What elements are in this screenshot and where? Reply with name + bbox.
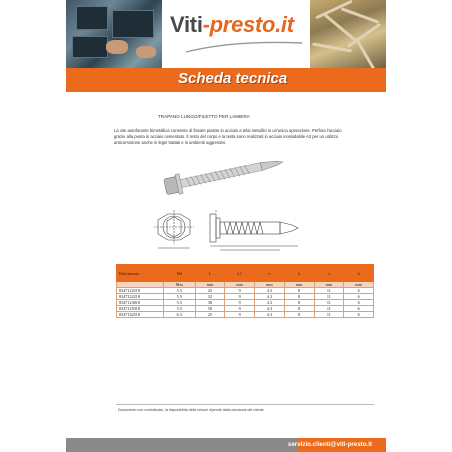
cell-l: 50 (195, 306, 225, 312)
technical-drawing (150, 206, 310, 254)
cell-l: 25 (195, 288, 225, 294)
cell-l1: 9 (225, 288, 255, 294)
datasheet-page (66, 0, 386, 452)
cell-b: 6 (344, 288, 374, 294)
unit-cell: mm (255, 282, 285, 288)
workshop-photo (66, 0, 162, 68)
cell-l1: 9 (225, 312, 255, 318)
col-header-d: Ød (164, 265, 196, 282)
cell-s: 11 (314, 294, 344, 300)
product-code: 8347123818 (117, 300, 164, 306)
screws-photo (310, 0, 386, 68)
unit-cell: Mm (164, 282, 196, 288)
product-code: 8347125018 (117, 306, 164, 312)
cell-k: 8 (284, 300, 314, 306)
cell-l1: 9 (225, 300, 255, 306)
cell-k: 8 (284, 294, 314, 300)
col-header-b: b (344, 265, 374, 282)
cell-k: 8 (284, 288, 314, 294)
product-code: 8347122218 (117, 294, 164, 300)
brand-logo-area (162, 0, 310, 68)
col-header-l: L (195, 265, 225, 282)
table-row (117, 312, 374, 318)
cell-d: 5.5 (164, 294, 196, 300)
divider (116, 404, 374, 405)
footer-grey-band (66, 438, 298, 452)
customer-service-email-link[interactable]: servizio.clienti@viti-presto.it (287, 441, 372, 448)
cell-e: 4.3 (255, 294, 285, 300)
cell-s: 11 (314, 306, 344, 312)
cell-l: 38 (195, 300, 225, 306)
unit-cell: mm (225, 282, 255, 288)
cell-e: 4.3 (255, 312, 285, 318)
section-title-bar (66, 68, 386, 92)
cell-e: 4.3 (255, 306, 285, 312)
cell-s: 11 (314, 312, 344, 318)
table-header-row (117, 265, 374, 282)
cell-e: 4.3 (255, 288, 285, 294)
header-banner (66, 0, 386, 68)
logo-swoosh (184, 40, 304, 54)
col-header-k: k (284, 265, 314, 282)
unit-cell: mm (284, 282, 314, 288)
cell-l: 32 (195, 294, 225, 300)
cell-l1: 9 (225, 306, 255, 312)
cell-e: 4.3 (255, 300, 285, 306)
unit-cell: mm (344, 282, 374, 288)
cell-s: 11 (314, 300, 344, 306)
cell-b: 6 (344, 300, 374, 306)
col-header-e: e (255, 265, 285, 282)
product-code: 8347142518 (117, 312, 164, 318)
disclaimer-footnote: Documento non contrattuale, la disponibilità delle misure dipende dalla domanda del cliente. (118, 408, 265, 412)
cell-b: 6 (344, 312, 374, 318)
cell-k: 8 (284, 312, 314, 318)
cell-k: 8 (284, 306, 314, 312)
unit-cell: mm (195, 282, 225, 288)
cell-s: 11 (314, 288, 344, 294)
unit-cell: mm (314, 282, 344, 288)
section-title: Scheda tecnica (178, 70, 288, 87)
cell-d: 5.5 (164, 306, 196, 312)
cell-l: 25 (195, 312, 225, 318)
cell-d: 5.5 (164, 300, 196, 306)
spec-table (116, 264, 374, 318)
cell-d: 5.5 (164, 288, 196, 294)
col-header-ref: Riferimento (117, 265, 164, 282)
product-description: La vite autoforante bimetallica consente di fissare piastre in acciaio a telai metallici in un'unica operazione. Perfora l'acciaio grazie alla punta in acciaio cementato. Il resto del corpo e la testa sono realizzati in acciaio inossidabile A2 per un utilizzo anticorrosione anche in legni trattati e in ambienti aggressivi. (114, 128, 342, 145)
cell-d: 6.3 (164, 312, 196, 318)
col-header-l1: L1 (225, 265, 255, 282)
product-title: TRAPANO LUNGO/FILETTO PER LAMIERA (158, 114, 250, 119)
screw-image (160, 152, 292, 196)
brand-logo[interactable]: Viti-presto.it (170, 12, 294, 37)
product-code: 8347122518 (117, 288, 164, 294)
cell-l1: 9 (225, 294, 255, 300)
cell-b: 6 (344, 306, 374, 312)
footer-bar (66, 438, 386, 452)
cell-b: 6 (344, 294, 374, 300)
col-header-s: s (314, 265, 344, 282)
